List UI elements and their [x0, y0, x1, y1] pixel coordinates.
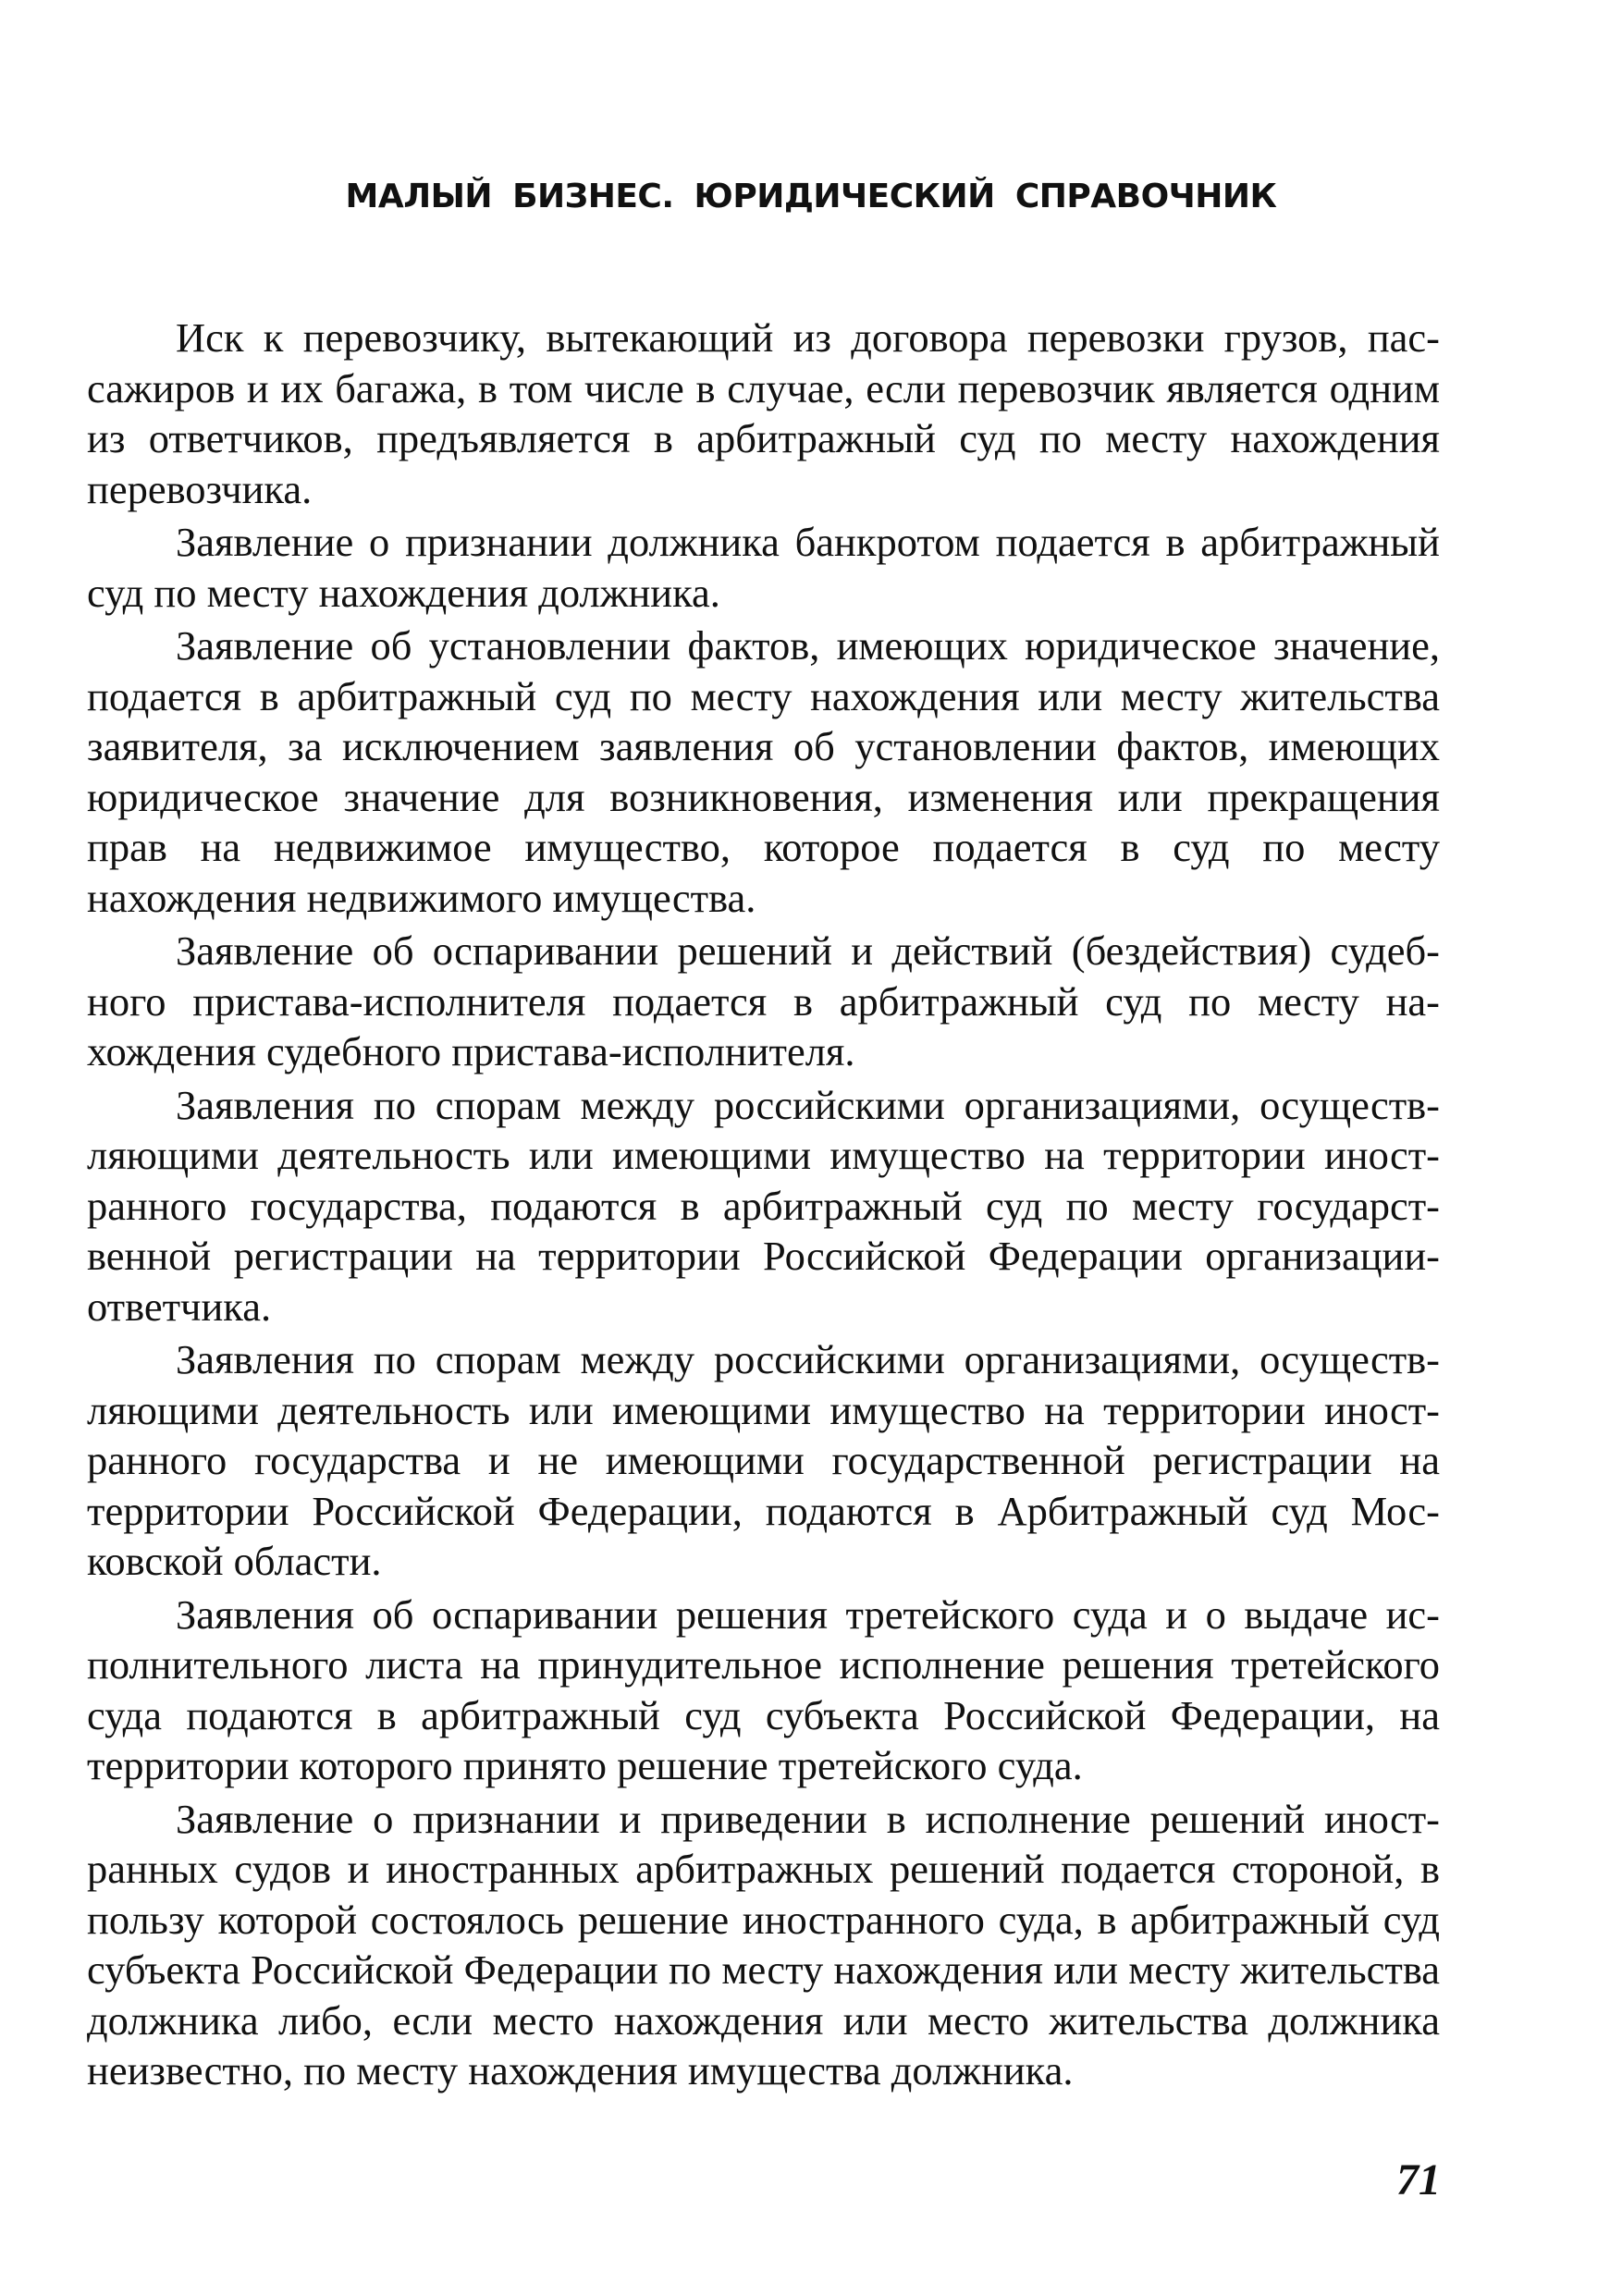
paragraph-carrier-claim: Иск к перевозчику, вытекающий из договора перевозки грузов, пассажиров и их багажа, в том числе в случае, если перевозчик является одним из ответчиков, предъявляется в арбитражный суд по месту нахождения перевозчика. [87, 314, 1440, 512]
paragraph-bankruptcy: Заявление о признании должника банкротом подается в арбитражный суд по месту нахождения должника. [87, 519, 1440, 616]
paragraph-legal-facts: Заявление об установлении фактов, имеющих юридическое значение, подается в арбитражный суд по месту нахождения или месту жительства заявителя, за исключением заявления об установлении фактов, имеющих юридическое значение для возникновения, изменения или прекращения прав на недвижимое имущество, которое подается в суд по месту нахождения недвижимого имущества. [87, 622, 1440, 921]
paragraph-foreign-judgments: Заявление о признании и приведении в исполнение решений иностранных судов и иностранных арбитражных решений подается стороной, в пользу которой состоялось решение иностранного суда, в арбитражный суд субъекта Российской Федерации по месту нахождения или месту жительства должника либо, если место нахождения или место жительства должника неизвестно, по месту нахождения имущества должника. [87, 1795, 1440, 2093]
running-header: МАЛЫЙ БИЗНЕС. ЮРИДИЧЕСКИЙ СПРАВОЧНИК [345, 178, 1277, 215]
paragraph-foreign-state-unregistered: Заявления по спорам между российскими организациями, осуществляющими деятельность или имеющими имущество на территории иностранного государства и не имеющими государственной регистрации на территории Российской Федерации, подаются в Арбитражный суд Московской области. [87, 1336, 1440, 1584]
paragraph-foreign-state-registered: Заявления по спорам между российскими организациями, осуществляющими деятельность или имеющими имущество на территории иностранного государства, подаются в арбитражный суд по месту государственной регистрации на территории Российской Федерации организации-ответчика. [87, 1081, 1440, 1330]
page-number: 71 [1396, 2155, 1441, 2204]
main-text [87, 313, 1440, 2099]
paragraph-bailiff: Заявление об оспаривании решений и действий (бездействия) судебного пристава-исполнителя подается в арбитражный суд по месту нахождения судебного пристава-исполнителя. [87, 927, 1440, 1074]
paragraph-arbitration-court: Заявления об оспаривании решения третейского суда и о выдаче исполнительного листа на принудительное исполнение решения третейского суда подаются в арбитражный суд субъекта Российской Федерации, на территории которого принято решение третейского суда. [87, 1590, 1440, 1788]
